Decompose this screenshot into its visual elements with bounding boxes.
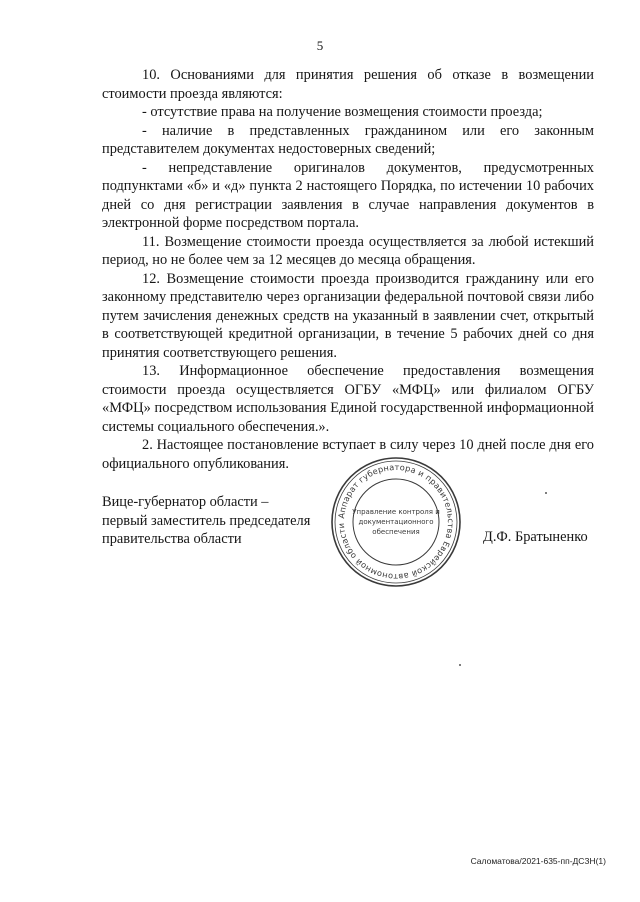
- paragraph-no-right: - отсутствие права на получение возмещения стоимости проезда;: [142, 104, 543, 120]
- paragraph-payment: 12. Возмещение стоимости проезда производится гражданину или его законному представителю через организации федеральной почтовой связи либо путем зачисления денежных средств на указанный в заявлении счет, открытый в соответствующей кредитной организации, в течение 5 рабочих дней со дня принятия соответствующего решения.: [102, 270, 594, 361]
- official-seal-stamp: [329, 455, 463, 589]
- page-number: 5: [316, 38, 324, 53]
- paragraph-refusal-grounds: 10. Основаниями для принятия решения об отказе в возмещении стоимости проезда являются:: [102, 67, 594, 102]
- seal-ring-text: Аппарат губернатора и правительства Еврейской автономной области: [335, 461, 457, 583]
- seal-center-line: Управление контроля и: [352, 508, 440, 516]
- signatory-position-line: первый заместитель председателя: [102, 512, 311, 529]
- signatory-position-line: Вице-губернатор области –: [102, 494, 269, 510]
- scan-speck: [545, 492, 547, 494]
- seal-center-line: обеспечения: [372, 528, 420, 536]
- paragraph-period: 11. Возмещение стоимости проезда осуществляется за любой истекший период, но не более чем за 12 месяцев до месяца обращения.: [102, 233, 594, 268]
- scan-speck: [459, 664, 461, 666]
- seal-center-line: документационного: [358, 518, 434, 526]
- signatory-position-line: правительства области: [102, 531, 242, 547]
- document-body: [102, 66, 594, 473]
- signatory-name: Д.Ф. Братыненко: [483, 529, 588, 545]
- paragraph-information-support: 13. Информационное обеспечение предоставления возмещения стоимости проезда осуществляется ОГБУ «МФЦ» или филиалом ОГБУ «МФЦ» посредством использования Единой государственной информационной системы социального обеспечения.».: [102, 363, 594, 435]
- paragraph-no-originals: - непредставление оригиналов документов, предусмотренных подпунктами «б» и «д» пункта 2 настоящего Порядка, по истечении 10 рабочих дней со дня регистрации заявления в случае направления документов в электронной форме посредством портала.: [102, 159, 594, 231]
- paragraph-false-info: - наличие в представленных гражданином или его законным представителем документах недостоверных сведений;: [102, 122, 594, 157]
- signatory-position: [102, 493, 310, 549]
- footer-reference: Саломатова/2021-635-пп-ДСЗН(1): [470, 856, 606, 866]
- paragraph-entry-into-force: 2. Настоящее постановление вступает в силу через 10 дней после дня его официального опубликования.: [102, 437, 594, 472]
